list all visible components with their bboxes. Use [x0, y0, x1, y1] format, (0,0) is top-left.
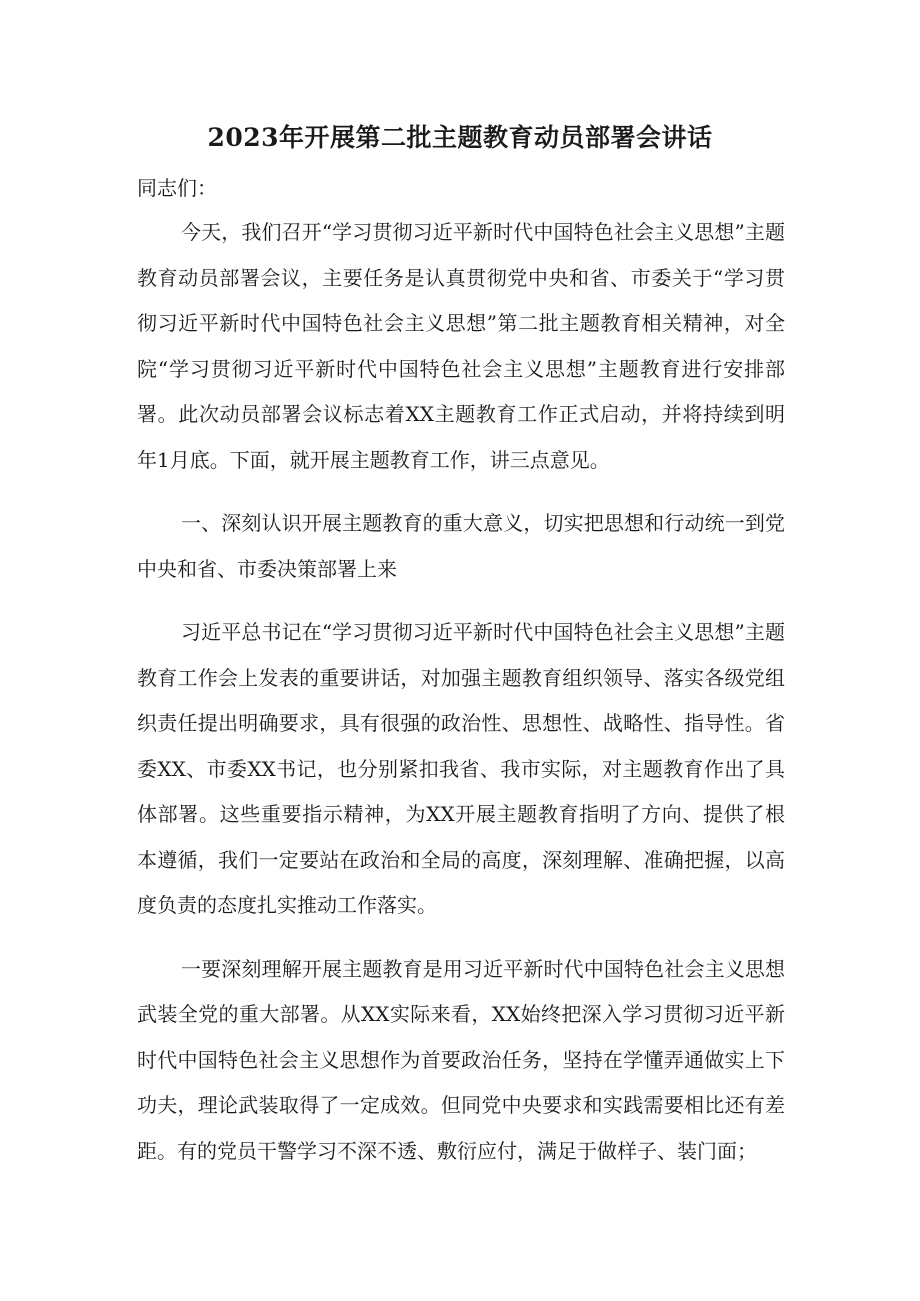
paragraph-intro: 今天，我们召开“学习贯彻习近平新时代中国特色社会主义思想”主题教育动员部署会议，主要任务是认真贯彻党中央和省、市委关于“学习贯彻习近平新时代中国特色社会主义思想”第二批主题教育相关精神，对全院“学习贯彻习近平新时代中国特色社会主义思想”主题教育进行安排部署。此次动员部署会议标志着XX主题教育工作正式启动，并将持续到明年1月底。下面，就开展主题教育工作，讲三点意见。	[137, 220, 785, 472]
paragraph-instructions: 习近平总书记在“学习贯彻习近平新时代中国特色社会主义思想”主题教育工作会上发表的重要讲话，对加强主题教育组织领导、落实各级党组织责任提出明确要求，具有很强的政治性、思想性、战略性、指导性。省委XX、市委XX书记，也分别紧扣我省、我市实际，对主题教育作出了具体部署。这些重要指示精神，为XX开展主题教育指明了方向、提供了根本遵循，我们一定要站在政治和全局的高度，深刻理解、准确把握，以高度负责的态度扎实推动工作落实。	[137, 620, 785, 917]
section-heading-1: 一、深刻认识开展主题教育的重大意义，切实把思想和行动统一到党中央和省、市委决策部署上来	[137, 511, 785, 581]
paragraph-point-1: 一要深刻理解开展主题教育是用习近平新时代中国特色社会主义思想武装全党的重大部署。从XX实际来看，XX始终把深入学习贯彻习近平新时代中国特色社会主义思想作为首要政治任务，坚持在学懂弄通做实上下功夫，理论武装取得了一定成效。但同党中央要求和实践需要相比还有差距。有的党员干警学习不深不透、敷衍应付，满足于做样子、装门面；	[137, 956, 785, 1163]
document-title: 2023年开展第二批主题教育动员部署会讲话	[207, 123, 713, 152]
greeting: 同志们：	[137, 176, 217, 200]
document-body	[137, 210, 785, 1192]
